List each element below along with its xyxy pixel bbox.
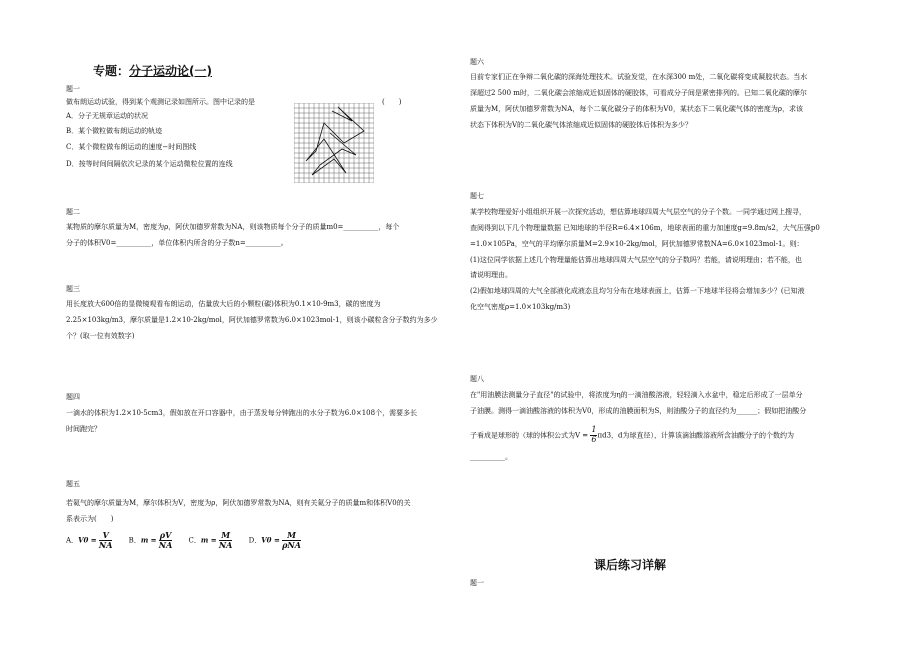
- brownian-motion-figure: [294, 103, 374, 183]
- q6-line2: 深超过2 500 m时，二氧化碳会浓缩成近似固体的硬胶体，可看成分子间是紧密排列的。已知二氧化碳的摩尔: [470, 89, 807, 97]
- q1-stem: 做布朗运动试验，得到某个观测记录如图所示。图中记录的是: [66, 98, 255, 106]
- q7-line5: 请说明理由。: [470, 271, 512, 279]
- q1-option-d: D．按等时间间隔依次记录的某个运动微粒位置的连线: [66, 160, 233, 168]
- q3-line1: 用长度放大600倍的显微镜观看布朗运动，估量放大后的小颗粒(碳)体积为0.1×10-9m3，碳的密度为: [66, 300, 381, 308]
- q1-bracket: ( ): [382, 98, 402, 106]
- q8-line2: 子油膜。测得一滴油酸溶液的体积为V0，形成的油膜面积为S，则油酸分子的直径约为______；假如把油酸分: [470, 407, 807, 415]
- q8-line3: 子看成是球形的（球的体积公式为V = $\frac{1}{6}$ πd3，d为球直径），计算该滴油酸溶液所含油酸分子的个数约为: [470, 425, 794, 444]
- q8-line1: 在"用油膜法测量分子直径"的试验中，将浓度为η的一滴油酸溶液，轻轻滴入水盆中，稳定后形成了一层单分: [470, 391, 803, 399]
- q4-line1: 一滴水的体积为1.2×10-5cm3，假如放在开口容器中，由于蒸发每分钟跑出的水分子数为6.0×108个，需要多长: [66, 409, 418, 417]
- q5-option-b: B．m = $\frac{\rho V}{NA}$: [128, 530, 173, 550]
- q5-line1: 若氦气的摩尔质量为M，摩尔体积为V，密度为ρ，阿伏加德罗常数为NA，则有关氦分子的质量m和体积V0的关: [66, 499, 411, 507]
- section-title: 课后练习详解: [594, 558, 667, 572]
- q3-line3: 个？(取一位有效数字): [66, 332, 135, 340]
- q8-label: 题八: [470, 375, 484, 383]
- q7-line3: =1.0×105Pa，空气的平均摩尔质量M=2.9×10-2kg/mol，阿伏加德罗常数NA=6.0×1023mol-1。则：: [470, 240, 804, 248]
- q8-line4: __________。: [470, 453, 512, 461]
- q7-line2: 查阅得到以下几个物理量数据 已知地球的半径R=6.4×106m，地球表面的重力加速度g=9.8m/s2，大气压强p0: [470, 224, 820, 232]
- q1-label: 题一: [66, 85, 80, 93]
- q2-line2: 分子的体积V0=__________，单位体积内所含的分子数n=__________。: [66, 239, 288, 247]
- q3-line2: 2.25×103kg/m3，摩尔质量是1.2×10-2kg/mol，阿伏加德罗常数为6.0×1023mol-1，则该小碳粒含分子数约为多少: [66, 316, 438, 324]
- page-title: [93, 62, 212, 79]
- q2-line1: 某物质的摩尔质量为M，密度为ρ，阿伏加德罗常数为NA，则该物质每个分子的质量m0=__________，每个: [66, 223, 400, 231]
- q7-line6: (2)假如地球四周的大气全部液化成液态且均匀分布在地球表面上，估算一下地球半径将会增加多少？(已知液: [470, 287, 805, 295]
- q5-line2: 系表示为( ): [66, 515, 114, 523]
- q7-line7: 化空气密度ρ=1.0×103kg/m3): [470, 303, 571, 311]
- q5-label: 题五: [66, 480, 80, 488]
- q4-line2: 时间跑完？: [66, 425, 101, 433]
- title-prefix: 专题：: [93, 64, 130, 78]
- answer-q1-label: 题一: [470, 579, 484, 587]
- q1-option-a: A．分子无规章运动的状况: [66, 112, 149, 120]
- q3-label: 题三: [66, 285, 80, 293]
- q6-line4: 状态下体积为V的二氧化碳气体浓缩成近似固体的硬胶体后体积为多少？: [470, 121, 693, 129]
- q5-option-c: C．m = $\frac{M}{NA}$: [188, 530, 233, 550]
- q5-options: [66, 531, 315, 550]
- q1-option-c: C．某个微粒做布朗运动的速度−时间图线: [66, 143, 197, 151]
- q7-line1: 某学校物理爱好小组组织开展一次探究活动，想估算地球四周大气层空气的分子个数。一同学通过网上搜寻，: [470, 208, 806, 216]
- q7-line4: (1)这位同学依据上述几个物理量能估算出地球四周大气层空气的分子数吗？若能，请说明理由；若不能，也: [470, 256, 802, 264]
- q6-label: 题六: [470, 58, 484, 66]
- q1-option-b: B．某个微粒做布朗运动的轨迹: [66, 127, 163, 135]
- q8-volume-fraction: $\frac{1}{6}$: [591, 425, 597, 444]
- q6-line3: 质量为M，阿伏加德罗常数为NA，每个二氧化碳分子的体积为V0，某状态下二氧化碳气体的密度为ρ，求该: [470, 105, 803, 113]
- q2-label: 题二: [66, 208, 80, 216]
- q5-option-a: A．V0 = $\frac{V}{NA}$: [66, 530, 113, 550]
- q5-option-d: D．V0 = $\frac{M}{\text{ρNA}}$: [248, 530, 301, 550]
- q7-label: 题七: [470, 192, 484, 200]
- title-main: 分子运动论(一): [129, 64, 212, 78]
- q4-label: 题四: [66, 393, 80, 401]
- q6-line1: 目前专家们正在争辩二氧化碳的深海处理技术。试验发觉，在水深300 m处，二氧化碳将变成凝胶状态。当水: [470, 73, 808, 81]
